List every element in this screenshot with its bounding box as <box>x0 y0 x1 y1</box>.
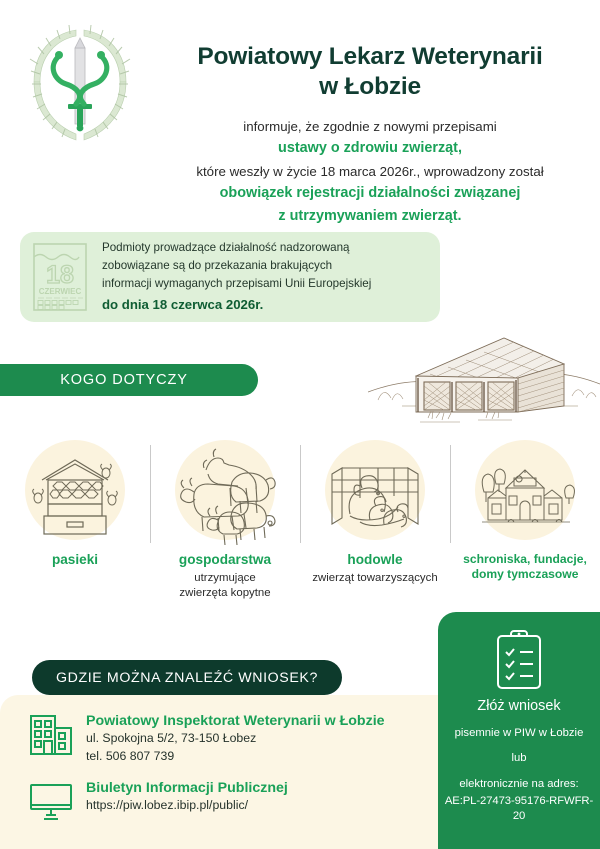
title-line-2: w Łobzie <box>319 72 421 100</box>
monitor-icon <box>28 779 74 823</box>
contact-item-office <box>28 712 385 765</box>
subtitle-line-5: z utrzymywaniem zwierząt. <box>278 208 462 225</box>
subtitle-line-3: które weszły w życie 18 marca 2026r., wprowadzony został <box>196 163 544 179</box>
where-to-find-banner <box>32 660 342 695</box>
who-applies-label: KOGO DOTYCZY <box>60 372 188 388</box>
beehive-icon <box>20 440 130 550</box>
dog-pen-icon <box>320 440 430 550</box>
where-to-find-label: GDZIE MOŻNA ZNALEŹĆ WNIOSEK? <box>56 669 318 686</box>
category-label: gospodarstwa <box>178 552 272 567</box>
subtitle-line-1: informuje, że zgodnie z nowymi przepisami <box>243 118 497 134</box>
office-building-icon <box>28 712 74 756</box>
contact-phone: tel. 506 807 739 <box>86 748 175 763</box>
calendar-icon <box>31 241 89 313</box>
contact-url[interactable]: https://piw.lobez.ibip.pl/public/ <box>86 798 249 813</box>
deadline-line-3: informacji wymaganych przepisami Unii Europejskiej <box>102 277 372 291</box>
subtitle-block <box>150 116 590 229</box>
title-line-1: Powiatowy Lekarz Weterynarii <box>197 43 543 70</box>
category-label: schroniska, fundacje, domy tymczasowe <box>463 552 587 582</box>
calendar-month-label: CZERWIEC <box>38 287 82 296</box>
page-title <box>150 42 590 102</box>
title-block <box>150 42 590 229</box>
subtitle-line-4: obowiązek rejestracji działalności związanej <box>219 185 521 202</box>
apply-panel <box>438 612 600 849</box>
who-applies-banner <box>0 364 258 396</box>
contact-text <box>86 712 385 765</box>
header-section <box>0 0 600 225</box>
apply-title: Złóż wniosek <box>477 698 561 714</box>
category-item <box>150 440 300 601</box>
category-label: hodowle <box>347 552 403 567</box>
category-label: pasieki <box>51 552 99 567</box>
category-item <box>0 440 150 601</box>
subtitle-line-2: ustawy o zdrowiu zwierząt, <box>278 140 462 157</box>
contact-address: ul. Spokojna 5/2, 73-150 Łobez <box>86 731 257 746</box>
livestock-icon <box>170 440 280 550</box>
apply-separator: lub <box>511 751 527 764</box>
veterinary-caduceus-emblem <box>14 22 146 150</box>
category-sublabel: utrzymujące zwierzęta kopytne <box>179 571 271 600</box>
deadline-line-2: zobowiązane są do przekazania brakujących <box>102 258 333 272</box>
contact-text <box>86 779 288 815</box>
wooden-barn-illustration <box>368 330 600 430</box>
categories-section <box>0 440 600 601</box>
contact-title: Biuletyn Informacji Publicznej <box>86 780 288 796</box>
apply-address: AE:PL-27473-95176-RFWFR-20 <box>444 795 594 823</box>
deadline-line-1: Podmioty prowadzące działalność nadzorowaną <box>102 240 350 254</box>
deadline-text <box>102 239 371 316</box>
animal-shelter-icon <box>470 440 580 550</box>
apply-option-written: pisemnie w PIW w Łobzie <box>454 727 584 740</box>
calendar-day-number: 18 <box>46 261 74 289</box>
category-item <box>450 440 600 601</box>
contact-title: Powiatowy Inspektorat Weterynarii w Łobzie <box>86 713 385 729</box>
deadline-emphasis: do dnia 18 czerwca 2026r. <box>102 296 264 312</box>
clipboard-checklist-icon <box>493 628 545 690</box>
apply-option-electronic: elektronicznie na adres: <box>459 777 579 790</box>
category-item <box>300 440 450 601</box>
contact-item-bip <box>28 779 288 823</box>
category-sublabel: zwierząt towarzyszących <box>312 571 438 584</box>
deadline-info-box <box>20 232 440 322</box>
